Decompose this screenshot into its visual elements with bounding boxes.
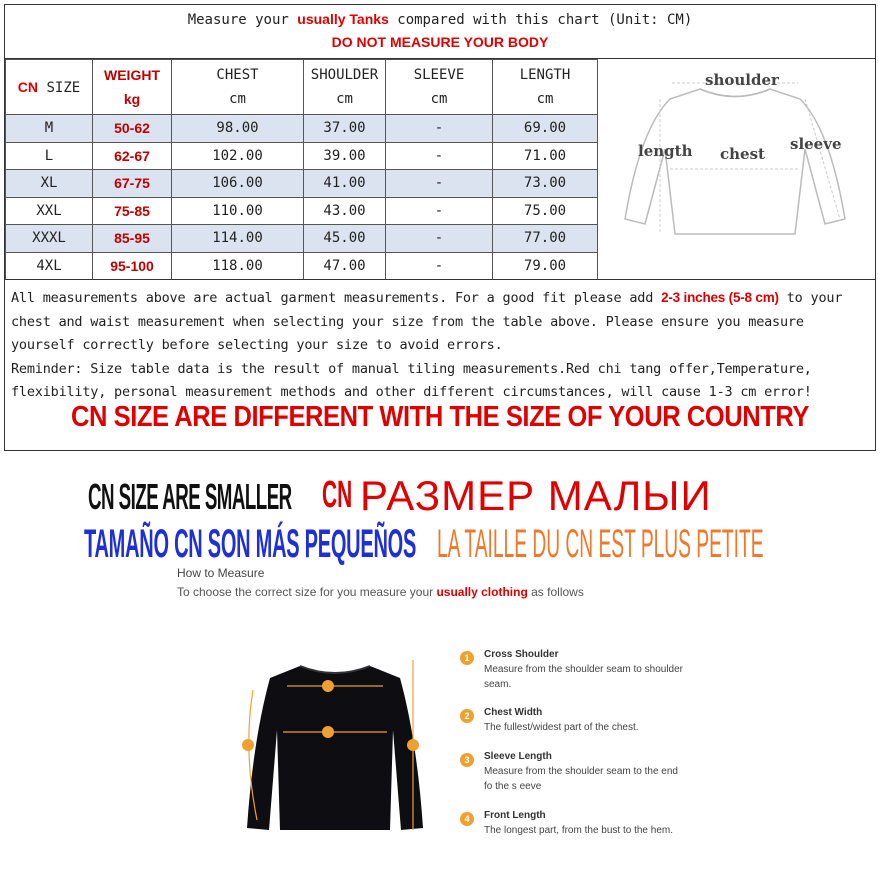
col-chest	[172, 60, 304, 115]
cell-size: 4XL	[6, 252, 93, 280]
cell-size: XXXL	[6, 225, 93, 253]
cell-shoulder: 45.00	[304, 225, 386, 253]
cell-length: 71.00	[493, 142, 598, 170]
col-length-unit: cm	[536, 91, 554, 107]
cell-chest: 110.00	[172, 197, 304, 225]
col-length	[493, 60, 598, 115]
banner-spanish: TAMAÑO CN SON MÁS PEQUEÑOS	[84, 522, 417, 566]
note-highlight: 2-3 inches (5-8 cm)	[661, 290, 779, 305]
how-to-title: How to Measure	[177, 566, 265, 580]
note-text: to your chest and waist measurement when selecting your size from the table above. Please ensure you measure yourself correctly before selecting your size to avoid errors.	[11, 290, 843, 353]
marker-3	[242, 739, 254, 751]
cell-sleeve: -	[386, 115, 493, 143]
cell-shoulder: 39.00	[304, 142, 386, 170]
cell-sleeve: -	[386, 142, 493, 170]
step-number: 2	[460, 709, 474, 723]
cell-length: 75.00	[493, 197, 598, 225]
table-row	[6, 225, 598, 253]
banner-french: LA TAILLE DU CN EST PLUS PETITE	[437, 522, 764, 566]
step-number: 4	[460, 812, 474, 826]
col-sleeve-label: SLEEVE	[413, 67, 465, 83]
cell-weight: 67-75	[93, 170, 172, 198]
step-number: 3	[460, 753, 474, 767]
col-sleeve-unit: cm	[430, 91, 448, 107]
col-sleeve	[386, 60, 493, 115]
note-paragraph-fit	[11, 286, 869, 358]
col-weight	[93, 60, 172, 115]
col-chest-unit: cm	[229, 91, 246, 107]
cell-length: 69.00	[493, 115, 598, 143]
table-row	[6, 142, 598, 170]
size-chart	[4, 4, 876, 451]
size-table	[5, 59, 598, 280]
step-title: Chest Width	[484, 707, 543, 718]
how-to-subtitle	[177, 585, 584, 599]
cell-length: 73.00	[493, 170, 598, 198]
how-to-sub-text: To choose the correct size for you measure your	[177, 585, 437, 599]
col-weight-unit: kg	[123, 91, 141, 107]
cell-weight: 75-85	[93, 197, 172, 225]
diagram-label-sleeve: sleeve	[790, 135, 842, 153]
table-header-row	[6, 60, 598, 115]
cell-size: L	[6, 142, 93, 170]
cell-size: XXL	[6, 197, 93, 225]
step-description: The longest part, from the bust to the hem.	[484, 825, 673, 836]
cell-chest: 118.00	[172, 252, 304, 280]
diagram-label-shoulder: shoulder	[705, 71, 779, 89]
step-description: The fullest/widest part of the chest.	[484, 722, 639, 733]
cell-shoulder: 47.00	[304, 252, 386, 280]
how-to-sub-highlight: usually clothing	[436, 585, 528, 599]
col-size-cn: CN	[17, 78, 39, 95]
header-instruction	[5, 11, 875, 31]
col-size	[6, 60, 93, 115]
black-shirt-image	[235, 650, 435, 850]
table-row	[6, 252, 598, 280]
note-paragraph-reminder: Reminder: Size table data is the result of manual tiling measurements.Red chi tang offer,Temperature, flexibility, personal measurement methods and other different circumstances, will cause 1-3 cm error!	[11, 360, 812, 400]
step-title: Sleeve Length	[484, 751, 552, 762]
cell-chest: 106.00	[172, 170, 304, 198]
diagram-label-length: length	[638, 142, 693, 160]
table-row	[6, 197, 598, 225]
cell-length: 79.00	[493, 252, 598, 280]
chart-header	[5, 5, 875, 59]
cell-sleeve: -	[386, 170, 493, 198]
cell-sleeve: -	[386, 197, 493, 225]
how-to-sub-text: as follows	[527, 585, 584, 599]
step-title: Front Length	[484, 810, 546, 821]
shirt-outline-diagram	[600, 59, 875, 279]
header-highlight: usually Tanks	[297, 11, 389, 27]
cell-shoulder: 43.00	[304, 197, 386, 225]
cell-weight: 50-62	[93, 115, 172, 143]
header-text-post: compared with this chart (Unit: CM)	[388, 12, 693, 28]
cell-shoulder: 37.00	[304, 115, 386, 143]
diagram-label-chest: chest	[720, 145, 765, 163]
marker-4	[407, 739, 419, 751]
table-row	[6, 170, 598, 198]
note-text: All measurements above are actual garment measurements. For a good fit please add	[11, 290, 662, 306]
cell-length: 77.00	[493, 225, 598, 253]
size-warning: CN SIZE ARE DIFFERENT WITH THE SIZE OF YOUR COUNTRY	[71, 401, 809, 433]
cell-shoulder: 41.00	[304, 170, 386, 198]
cell-weight: 95-100	[93, 252, 172, 280]
cell-chest: 98.00	[172, 115, 304, 143]
col-shoulder-label: SHOULDER	[310, 67, 379, 83]
cell-sleeve: -	[386, 225, 493, 253]
col-chest-label: CHEST	[216, 67, 259, 83]
step-number: 1	[460, 651, 474, 665]
cell-weight: 62-67	[93, 142, 172, 170]
cell-weight: 85-95	[93, 225, 172, 253]
cell-size: M	[6, 115, 93, 143]
cell-chest: 102.00	[172, 142, 304, 170]
banner-russian: РАЗМЕР МАЛЫИ	[360, 472, 712, 519]
cell-size: XL	[6, 170, 93, 198]
col-shoulder	[304, 60, 386, 115]
col-length-label: LENGTH	[519, 67, 571, 83]
table-row	[6, 115, 598, 143]
measurement-notes	[5, 279, 875, 451]
cell-chest: 114.00	[172, 225, 304, 253]
step-description: Measure from the shoulder seam to the end fo the s eeve	[484, 766, 678, 792]
banner-cn-label: CN	[322, 474, 353, 516]
col-weight-label: WEIGHT	[104, 67, 160, 83]
step-title: Cross Shoulder	[484, 649, 559, 660]
header-warning: DO NOT MEASURE YOUR BODY	[331, 34, 549, 50]
banner-english: CN SIZE ARE SMALLER	[88, 476, 292, 517]
step-description: Measure from the shoulder seam to shoulder seam.	[484, 664, 683, 690]
marker-1	[322, 680, 334, 692]
marker-2	[322, 726, 334, 738]
cell-sleeve: -	[386, 252, 493, 280]
col-size-label: SIZE	[38, 79, 81, 96]
col-shoulder-unit: cm	[336, 91, 353, 107]
header-text-pre: Measure your	[187, 12, 298, 28]
